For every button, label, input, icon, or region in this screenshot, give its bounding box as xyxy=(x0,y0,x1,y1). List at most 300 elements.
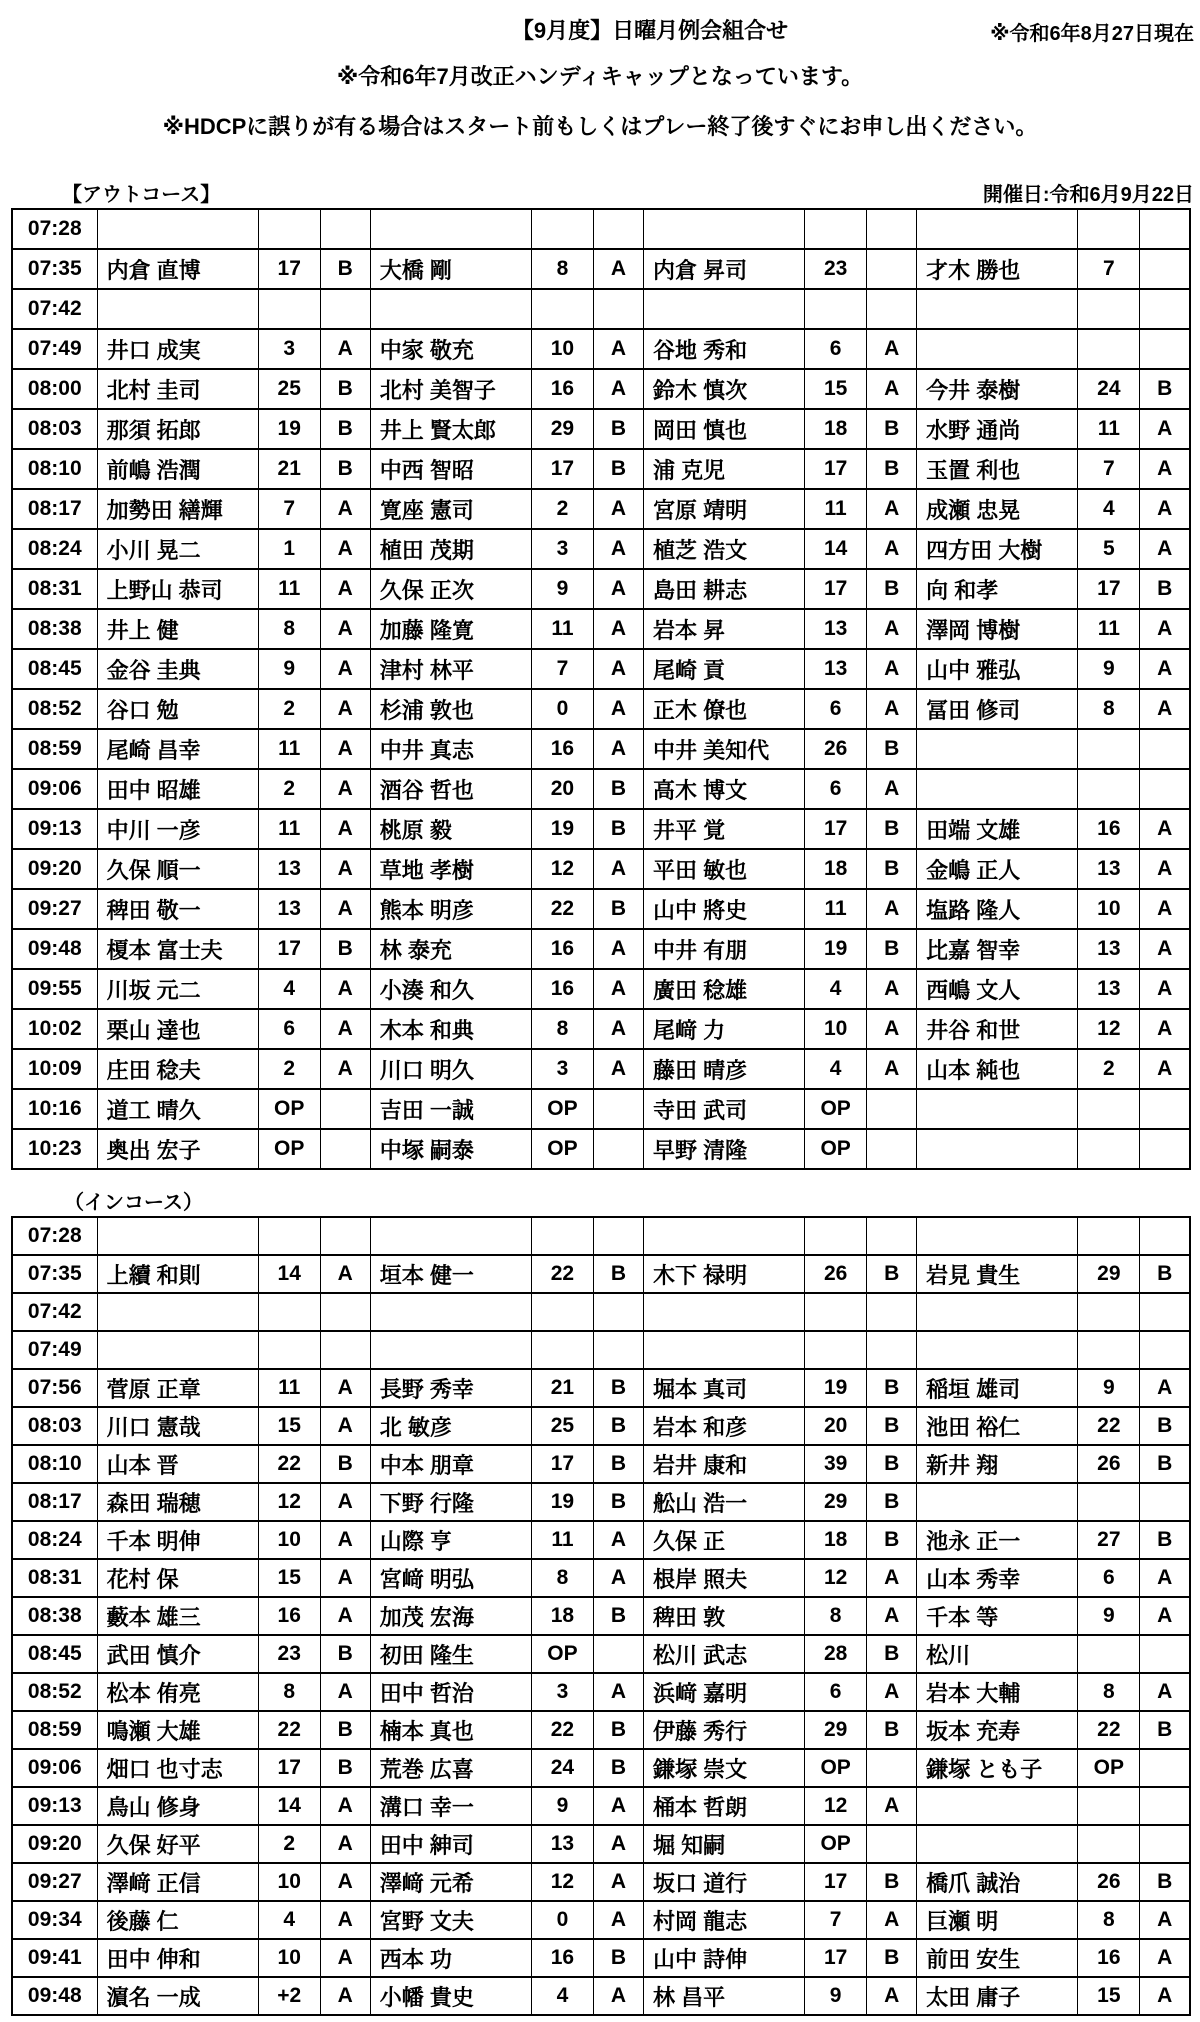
player-name-cell: 岩本 昇 xyxy=(643,609,804,649)
player-name-cell: 坂口 道行 xyxy=(643,1863,804,1901)
class-cell: B xyxy=(1140,1255,1190,1293)
class-cell xyxy=(320,1217,370,1255)
player-name-cell: 澤岡 博樹 xyxy=(917,609,1078,649)
class-cell: A xyxy=(1140,1673,1190,1711)
tee-time-row xyxy=(12,1825,1190,1863)
handicap-cell: 22 xyxy=(258,1445,320,1483)
class-cell: A xyxy=(593,1559,643,1597)
player-name-cell: 林 昌平 xyxy=(643,1977,804,2015)
class-cell: A xyxy=(867,489,917,529)
out-course-label: 【アウトコース】 xyxy=(62,184,221,206)
class-cell xyxy=(867,1217,917,1255)
class-cell: A xyxy=(320,569,370,609)
class-cell xyxy=(593,1129,643,1169)
handicap-cell: 7 xyxy=(1078,449,1140,489)
class-cell: B xyxy=(867,929,917,969)
class-cell xyxy=(867,289,917,329)
handicap-cell: 0 xyxy=(531,1901,593,1939)
handicap-cell: OP xyxy=(258,1089,320,1129)
tee-time-cell: 08:38 xyxy=(12,1597,97,1635)
player-name-cell: 宮原 靖明 xyxy=(643,489,804,529)
class-cell xyxy=(593,1293,643,1331)
class-cell: B xyxy=(593,449,643,489)
handicap-cell: 15 xyxy=(1078,1977,1140,2015)
player-name-cell: 北村 美智子 xyxy=(370,369,531,409)
handicap-cell: 4 xyxy=(258,1901,320,1939)
class-cell: A xyxy=(320,849,370,889)
player-name-cell: 向 和孝 xyxy=(917,569,1078,609)
class-cell: B xyxy=(320,1711,370,1749)
class-cell xyxy=(1140,1217,1190,1255)
handicap-cell xyxy=(531,209,593,249)
class-cell: A xyxy=(320,529,370,569)
class-cell: A xyxy=(867,529,917,569)
handicap-cell: 17 xyxy=(1078,569,1140,609)
handicap-cell xyxy=(531,1331,593,1369)
class-cell: A xyxy=(593,849,643,889)
handicap-cell: 3 xyxy=(258,329,320,369)
tee-time-row xyxy=(12,1977,1190,2015)
tee-time-cell: 10:02 xyxy=(12,1009,97,1049)
handicap-cell xyxy=(1078,1331,1140,1369)
class-cell: A xyxy=(593,1521,643,1559)
handicap-cell: 29 xyxy=(805,1711,867,1749)
handicap-cell: 12 xyxy=(805,1787,867,1825)
class-cell: A xyxy=(1140,529,1190,569)
player-name-cell: 松本 侑亮 xyxy=(97,1673,258,1711)
handicap-cell: 6 xyxy=(1078,1559,1140,1597)
handicap-cell: 10 xyxy=(258,1939,320,1977)
player-name-cell: 山中 雅弘 xyxy=(917,649,1078,689)
tee-time-cell: 09:13 xyxy=(12,1787,97,1825)
handicap-cell: OP xyxy=(531,1635,593,1673)
handicap-cell xyxy=(1078,1217,1140,1255)
tee-time-row xyxy=(12,809,1190,849)
handicap-cell xyxy=(805,209,867,249)
tee-time-row xyxy=(12,1049,1190,1089)
player-name-cell: 森田 瑞穂 xyxy=(97,1483,258,1521)
class-cell: B xyxy=(320,1635,370,1673)
handicap-cell: 9 xyxy=(531,1787,593,1825)
class-cell: A xyxy=(867,1559,917,1597)
player-name-cell: 垣本 健一 xyxy=(370,1255,531,1293)
class-cell: A xyxy=(593,649,643,689)
handicap-cell xyxy=(258,1217,320,1255)
handicap-cell: 8 xyxy=(258,1673,320,1711)
handicap-cell: 29 xyxy=(531,409,593,449)
handicap-cell: 2 xyxy=(258,689,320,729)
player-name-cell: 上續 和則 xyxy=(97,1255,258,1293)
player-name-cell: 荒巻 広喜 xyxy=(370,1749,531,1787)
player-name-cell: 井口 成実 xyxy=(97,329,258,369)
class-cell xyxy=(867,1129,917,1169)
player-name-cell: 加勢田 繕輝 xyxy=(97,489,258,529)
handicap-cell: 9 xyxy=(1078,1369,1140,1407)
tee-time-cell: 08:59 xyxy=(12,1711,97,1749)
player-name-cell: 杉浦 敦也 xyxy=(370,689,531,729)
tee-time-row xyxy=(12,1407,1190,1445)
class-cell: A xyxy=(320,1407,370,1445)
tee-time-cell: 07:56 xyxy=(12,1369,97,1407)
handicap-cell: 11 xyxy=(258,729,320,769)
handicap-cell: 20 xyxy=(805,1407,867,1445)
player-name-cell: 道工 晴久 xyxy=(97,1089,258,1129)
class-cell: A xyxy=(320,689,370,729)
player-name-cell: 尾崎 昌幸 xyxy=(97,729,258,769)
class-cell: A xyxy=(1140,409,1190,449)
player-name-cell xyxy=(97,1293,258,1331)
class-cell: B xyxy=(867,1863,917,1901)
player-name-cell: 後藤 仁 xyxy=(97,1901,258,1939)
player-name-cell: 島田 耕志 xyxy=(643,569,804,609)
class-cell: B xyxy=(867,1635,917,1673)
player-name-cell: 伊藤 秀行 xyxy=(643,1711,804,1749)
player-name-cell: 井上 賢太郎 xyxy=(370,409,531,449)
class-cell: A xyxy=(593,689,643,729)
player-name-cell: 四方田 大樹 xyxy=(917,529,1078,569)
class-cell: A xyxy=(593,329,643,369)
player-name-cell xyxy=(370,1293,531,1331)
player-name-cell: 桶本 哲朗 xyxy=(643,1787,804,1825)
handicap-cell: 9 xyxy=(258,649,320,689)
player-name-cell: 中西 智昭 xyxy=(370,449,531,489)
class-cell: A xyxy=(1140,489,1190,529)
tee-time-cell: 08:31 xyxy=(12,569,97,609)
handicap-cell xyxy=(805,1217,867,1255)
player-name-cell: 澤﨑 正信 xyxy=(97,1863,258,1901)
handicap-cell: 13 xyxy=(805,609,867,649)
player-name-cell: 千本 等 xyxy=(917,1597,1078,1635)
handicap-cell: 16 xyxy=(1078,1939,1140,1977)
player-name-cell: 畑口 也寸志 xyxy=(97,1749,258,1787)
class-cell: A xyxy=(320,1597,370,1635)
handicap-cell: 22 xyxy=(531,1711,593,1749)
handicap-cell: 7 xyxy=(805,1901,867,1939)
handicap-cell: 10 xyxy=(258,1863,320,1901)
class-cell: A xyxy=(1140,1939,1190,1977)
class-cell: A xyxy=(867,609,917,649)
player-name-cell: 上野山 恭司 xyxy=(97,569,258,609)
tee-time-row xyxy=(12,369,1190,409)
player-name-cell: 玉置 利也 xyxy=(917,449,1078,489)
class-cell xyxy=(1140,249,1190,289)
player-name-cell: 北 敏彦 xyxy=(370,1407,531,1445)
player-name-cell: 岩井 康和 xyxy=(643,1445,804,1483)
player-name-cell: 楠本 真也 xyxy=(370,1711,531,1749)
handicap-cell: 8 xyxy=(1078,689,1140,729)
class-cell xyxy=(1140,329,1190,369)
handicap-cell: 26 xyxy=(1078,1445,1140,1483)
tee-time-row xyxy=(12,1863,1190,1901)
handicap-cell: 13 xyxy=(258,849,320,889)
class-cell xyxy=(593,209,643,249)
player-name-cell: 松川 武志 xyxy=(643,1635,804,1673)
player-name-cell: 坂本 充寿 xyxy=(917,1711,1078,1749)
tee-time-cell: 08:24 xyxy=(12,1521,97,1559)
class-cell: A xyxy=(593,489,643,529)
tee-time-cell: 08:45 xyxy=(12,1635,97,1673)
tee-time-cell: 08:59 xyxy=(12,729,97,769)
class-cell xyxy=(593,1331,643,1369)
class-cell: A xyxy=(320,1009,370,1049)
class-cell xyxy=(593,289,643,329)
player-name-cell: 小湊 和久 xyxy=(370,969,531,1009)
handicap-cell: 22 xyxy=(258,1711,320,1749)
class-cell: A xyxy=(593,369,643,409)
handicap-cell: 15 xyxy=(805,369,867,409)
handicap-cell: 18 xyxy=(805,849,867,889)
class-cell: A xyxy=(1140,1597,1190,1635)
class-cell: B xyxy=(867,1521,917,1559)
handicap-cell: 0 xyxy=(531,689,593,729)
handicap-cell: 24 xyxy=(531,1749,593,1787)
handicap-cell: 22 xyxy=(531,1255,593,1293)
player-name-cell xyxy=(917,329,1078,369)
handicap-cell: 23 xyxy=(258,1635,320,1673)
player-name-cell: 山中 詩伸 xyxy=(643,1939,804,1977)
handicap-cell: 4 xyxy=(258,969,320,1009)
player-name-cell: 太田 庸子 xyxy=(917,1977,1078,2015)
tee-time-row xyxy=(12,209,1190,249)
tee-time-cell: 07:49 xyxy=(12,329,97,369)
tee-time-cell: 07:35 xyxy=(12,1255,97,1293)
handicap-cell: 18 xyxy=(805,1521,867,1559)
handicap-cell: 14 xyxy=(258,1255,320,1293)
class-cell: A xyxy=(320,969,370,1009)
class-cell xyxy=(320,1089,370,1129)
tee-time-row xyxy=(12,1901,1190,1939)
class-cell: B xyxy=(1140,1445,1190,1483)
handicap-cell: 17 xyxy=(258,1749,320,1787)
handicap-cell: 19 xyxy=(258,409,320,449)
tee-time-row xyxy=(12,1483,1190,1521)
tee-time-row xyxy=(12,489,1190,529)
event-date: 開催日:令和6月9月22日 xyxy=(982,184,1194,206)
tee-time-cell: 08:52 xyxy=(12,689,97,729)
handicap-cell: OP xyxy=(531,1129,593,1169)
player-name-cell: 山本 純也 xyxy=(917,1049,1078,1089)
handicap-cell: 8 xyxy=(531,249,593,289)
player-name-cell: 高木 博文 xyxy=(643,769,804,809)
handicap-cell: 9 xyxy=(531,569,593,609)
tee-time-cell: 08:00 xyxy=(12,369,97,409)
handicap-cell: 16 xyxy=(531,729,593,769)
class-cell: A xyxy=(593,609,643,649)
tee-time-row xyxy=(12,1521,1190,1559)
class-cell xyxy=(1140,729,1190,769)
player-name-cell: 鎌塚 とも子 xyxy=(917,1749,1078,1787)
class-cell: B xyxy=(593,1445,643,1483)
player-name-cell: 吉田 一誠 xyxy=(370,1089,531,1129)
tee-time-row xyxy=(12,289,1190,329)
class-cell: A xyxy=(320,609,370,649)
class-cell: A xyxy=(320,1049,370,1089)
player-name-cell: 植田 茂期 xyxy=(370,529,531,569)
class-cell: B xyxy=(593,1711,643,1749)
player-name-cell: 山際 亨 xyxy=(370,1521,531,1559)
handicap-cell: 2 xyxy=(1078,1049,1140,1089)
player-name-cell: 庄田 稔夫 xyxy=(97,1049,258,1089)
tee-time-cell: 08:38 xyxy=(12,609,97,649)
player-name-cell: 田端 文雄 xyxy=(917,809,1078,849)
player-name-cell: 金谷 圭典 xyxy=(97,649,258,689)
player-name-cell: 林 泰充 xyxy=(370,929,531,969)
player-name-cell xyxy=(917,1825,1078,1863)
handicap-cell: 4 xyxy=(531,1977,593,2015)
handicap-cell: 18 xyxy=(805,409,867,449)
class-cell: B xyxy=(867,1255,917,1293)
handicap-cell: 15 xyxy=(258,1559,320,1597)
tee-time-cell: 09:48 xyxy=(12,929,97,969)
handicap-cell: 2 xyxy=(531,489,593,529)
tee-time-row xyxy=(12,649,1190,689)
tee-time-cell: 09:34 xyxy=(12,1901,97,1939)
handicap-cell: 10 xyxy=(258,1521,320,1559)
class-cell: A xyxy=(593,249,643,289)
player-name-cell: 稗田 敦 xyxy=(643,1597,804,1635)
class-cell: A xyxy=(1140,1009,1190,1049)
player-name-cell: 榎本 富士夫 xyxy=(97,929,258,969)
player-name-cell: 田中 紳司 xyxy=(370,1825,531,1863)
class-cell: A xyxy=(320,1977,370,2015)
tee-time-row xyxy=(12,1711,1190,1749)
player-name-cell xyxy=(643,1331,804,1369)
player-name-cell: 尾﨑 力 xyxy=(643,1009,804,1049)
class-cell: A xyxy=(320,1369,370,1407)
class-cell: B xyxy=(320,249,370,289)
player-name-cell xyxy=(917,1331,1078,1369)
handicap-cell: 21 xyxy=(531,1369,593,1407)
handicap-cell: 2 xyxy=(258,769,320,809)
class-cell xyxy=(1140,1129,1190,1169)
player-name-cell: 中井 美知代 xyxy=(643,729,804,769)
handicap-cell: 11 xyxy=(805,489,867,529)
handicap-cell: 2 xyxy=(258,1049,320,1089)
handicap-cell: 24 xyxy=(1078,369,1140,409)
handicap-cell: 17 xyxy=(531,1445,593,1483)
handicap-cell: 13 xyxy=(258,889,320,929)
player-name-cell: 中家 敬充 xyxy=(370,329,531,369)
class-cell: B xyxy=(593,1255,643,1293)
player-name-cell xyxy=(643,289,804,329)
handicap-cell xyxy=(531,289,593,329)
player-name-cell xyxy=(97,1331,258,1369)
player-name-cell: 浦 克児 xyxy=(643,449,804,489)
class-cell: A xyxy=(320,329,370,369)
class-cell: A xyxy=(1140,1901,1190,1939)
handicap-cell xyxy=(258,289,320,329)
class-cell: A xyxy=(1140,1559,1190,1597)
player-name-cell: 井平 覚 xyxy=(643,809,804,849)
player-name-cell: 川口 憲哉 xyxy=(97,1407,258,1445)
class-cell: A xyxy=(867,1049,917,1089)
player-name-cell: 新井 翔 xyxy=(917,1445,1078,1483)
player-name-cell: 谷口 勉 xyxy=(97,689,258,729)
class-cell: B xyxy=(593,809,643,849)
class-cell: A xyxy=(593,1901,643,1939)
handicap-cell: 11 xyxy=(258,809,320,849)
handicap-cell: 2 xyxy=(258,1825,320,1863)
handicap-cell: 10 xyxy=(805,1009,867,1049)
player-name-cell: 中井 有朋 xyxy=(643,929,804,969)
class-cell xyxy=(1140,1331,1190,1369)
player-name-cell: 池永 正一 xyxy=(917,1521,1078,1559)
player-name-cell: 初田 隆生 xyxy=(370,1635,531,1673)
class-cell: A xyxy=(867,1597,917,1635)
handicap-cell xyxy=(1078,769,1140,809)
handicap-cell: 17 xyxy=(805,809,867,849)
class-cell: A xyxy=(1140,889,1190,929)
class-cell: B xyxy=(593,889,643,929)
player-name-cell: 井谷 和世 xyxy=(917,1009,1078,1049)
handicap-cell: 11 xyxy=(1078,609,1140,649)
handicap-cell: 39 xyxy=(805,1445,867,1483)
class-cell: B xyxy=(593,1939,643,1977)
tee-time-cell: 09:41 xyxy=(12,1939,97,1977)
class-cell: A xyxy=(593,569,643,609)
handicap-cell: 8 xyxy=(1078,1673,1140,1711)
player-name-cell: 鈴木 慎次 xyxy=(643,369,804,409)
class-cell: A xyxy=(1140,1049,1190,1089)
player-name-cell: 藤田 晴彦 xyxy=(643,1049,804,1089)
handicap-cell xyxy=(1078,289,1140,329)
player-name-cell xyxy=(917,1089,1078,1129)
handicap-cell: 12 xyxy=(531,849,593,889)
player-name-cell: 千本 明伸 xyxy=(97,1521,258,1559)
player-name-cell: 内倉 直博 xyxy=(97,249,258,289)
class-cell: B xyxy=(867,1445,917,1483)
handicap-cell: OP xyxy=(805,1089,867,1129)
tee-time-row xyxy=(12,569,1190,609)
player-name-cell xyxy=(97,209,258,249)
class-cell xyxy=(1140,209,1190,249)
player-name-cell: 浜﨑 嘉明 xyxy=(643,1673,804,1711)
handicap-cell: 17 xyxy=(805,1939,867,1977)
player-name-cell: 堀 知嗣 xyxy=(643,1825,804,1863)
player-name-cell: 中本 朋章 xyxy=(370,1445,531,1483)
tee-time-cell: 08:52 xyxy=(12,1673,97,1711)
class-cell: A xyxy=(1140,1369,1190,1407)
handicap-cell: 9 xyxy=(805,1977,867,2015)
handicap-cell: 22 xyxy=(531,889,593,929)
class-cell xyxy=(867,1089,917,1129)
player-name-cell: 下野 行隆 xyxy=(370,1483,531,1521)
class-cell: A xyxy=(867,1673,917,1711)
handicap-cell: 3 xyxy=(531,529,593,569)
class-cell: B xyxy=(320,1445,370,1483)
handicap-cell: 19 xyxy=(531,809,593,849)
class-cell: B xyxy=(1140,1711,1190,1749)
player-name-cell xyxy=(917,769,1078,809)
player-name-cell: 田中 哲治 xyxy=(370,1673,531,1711)
handicap-cell xyxy=(258,209,320,249)
class-cell: A xyxy=(593,1673,643,1711)
handicap-cell: 4 xyxy=(805,1049,867,1089)
class-cell: A xyxy=(1140,1977,1190,2015)
handicap-cell: OP xyxy=(805,1129,867,1169)
handicap-cell: 14 xyxy=(258,1787,320,1825)
tee-time-row xyxy=(12,849,1190,889)
tee-time-row xyxy=(12,609,1190,649)
player-name-cell: 田中 伸和 xyxy=(97,1939,258,1977)
handicap-cell xyxy=(1078,1635,1140,1673)
out-course-table xyxy=(11,208,1191,1170)
player-name-cell: 谷地 秀和 xyxy=(643,329,804,369)
tee-time-row xyxy=(12,1787,1190,1825)
class-cell xyxy=(867,1331,917,1369)
asof-date: ※令和6年8月27日現在 xyxy=(990,23,1194,45)
handicap-cell xyxy=(805,1331,867,1369)
